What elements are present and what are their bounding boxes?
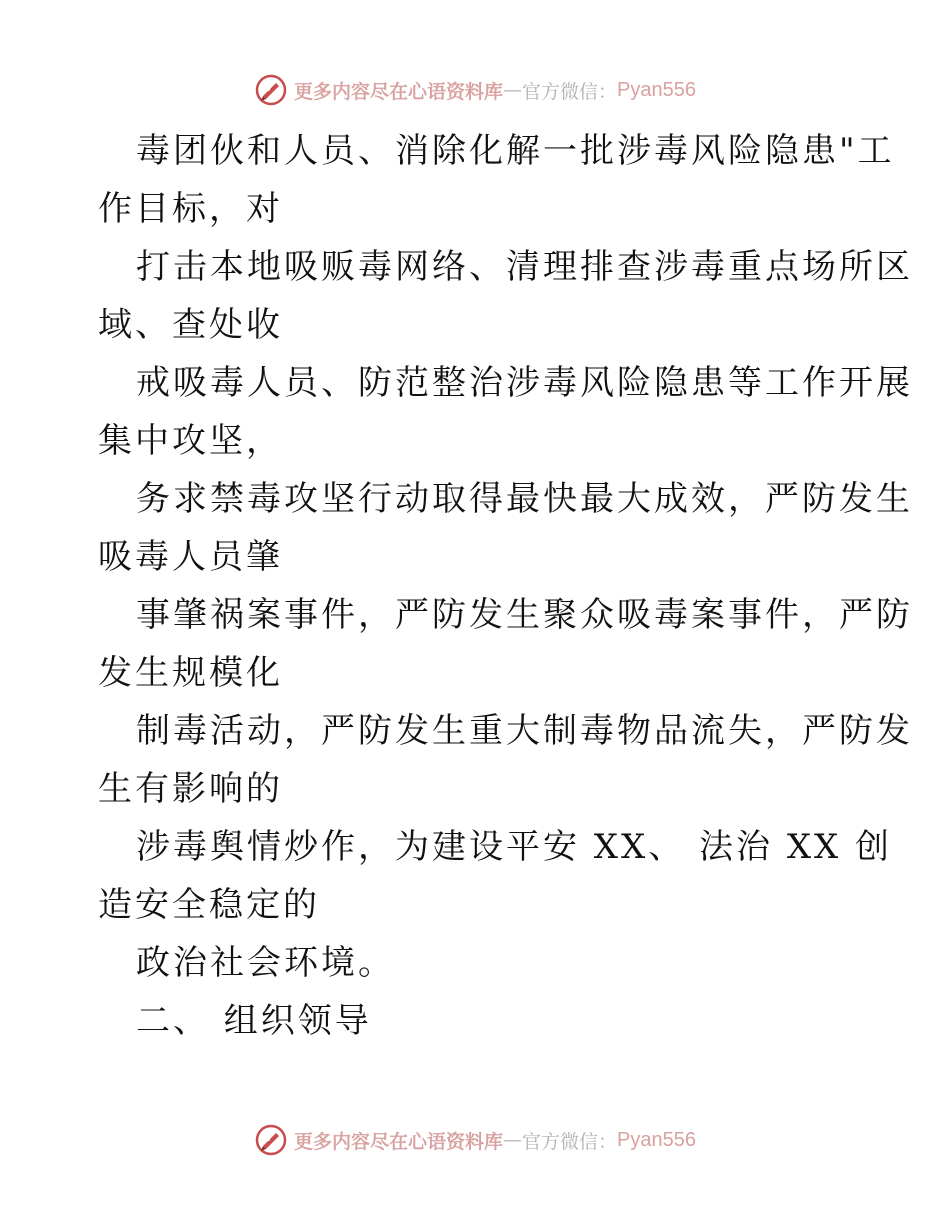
watermark-contact-id: Pyan556	[617, 78, 696, 101]
paragraph-line: 制毒活动，严防发生重大制毒物品流失，严防发	[136, 711, 913, 751]
paragraph-line: 政治社会环境。	[136, 943, 395, 983]
paragraph-line: 生有影响的	[98, 769, 283, 809]
paragraph-line: 造安全稳定的	[98, 885, 320, 925]
paragraph-line: 涉毒舆情炒作，为建设平安 XX、 法治 XX 创	[136, 827, 893, 867]
paragraph-line: 打击本地吸贩毒网络、清理排查涉毒重点场所区	[136, 247, 913, 287]
watermark-separator: —	[503, 1129, 523, 1151]
paragraph-line: 发生规模化	[98, 653, 283, 693]
document-body	[98, 122, 913, 1050]
paragraph-line: 戒吸毒人员、防范整治涉毒风险隐患等工作开展	[136, 363, 913, 403]
watermark-contact-label: 官方微信：	[522, 80, 618, 103]
paragraph-line: 域、查处收	[98, 305, 283, 345]
section-heading: 二、 组织领导	[136, 1001, 372, 1041]
watermark-brand-text: 更多内容尽在心语资料库	[294, 80, 504, 103]
paragraph-line: 毒团伙和人员、消除化解一批涉毒风险隐患"工	[136, 131, 895, 171]
footer-watermark	[0, 1120, 950, 1160]
paragraph-line: 吸毒人员肇	[98, 537, 283, 577]
brand-logo-icon	[254, 1123, 288, 1157]
watermark-separator: —	[503, 79, 523, 101]
paragraph-line: 集中攻坚，	[98, 421, 283, 461]
brand-logo-icon	[254, 73, 288, 107]
paragraph-line: 务求禁毒攻坚行动取得最快最大成效，严防发生	[136, 479, 913, 519]
watermark-contact-label: 官方微信：	[522, 1130, 618, 1153]
header-watermark	[0, 70, 950, 110]
watermark-brand-text: 更多内容尽在心语资料库	[294, 1130, 504, 1153]
paragraph-line: 作目标，对	[98, 189, 283, 229]
paragraph-line: 事肇祸案事件，严防发生聚众吸毒案事件，严防	[136, 595, 913, 635]
watermark-contact-id: Pyan556	[617, 1128, 696, 1151]
